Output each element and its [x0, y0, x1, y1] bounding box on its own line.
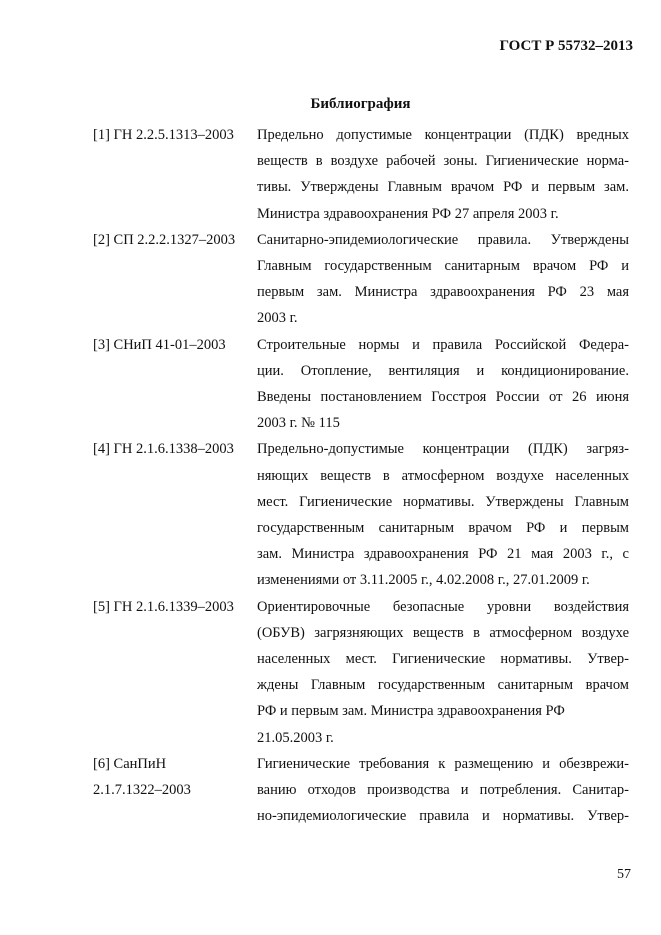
description-line: 21.05.2003 г. [257, 729, 334, 746]
entry-reference [93, 751, 257, 830]
description-line: мест. Гигиенические нормативы. Утверждены Главным [257, 493, 629, 510]
reference-line: [6] СанПиН [93, 755, 167, 772]
description-line: Министра здравоохранения РФ 27 апреля 2003 г. [257, 205, 559, 222]
description-line: ванию отходов производства и потребления. Санитар- [257, 782, 629, 799]
reference-line: [2] СП 2.2.2.1327–2003 [93, 231, 236, 248]
entry-reference [93, 332, 257, 437]
description-line: но-эпидемиологические правила и нормативы. Утвер- [257, 808, 629, 825]
entry-reference [93, 122, 257, 227]
reference-line: [1] ГН 2.2.5.1313–2003 [93, 127, 234, 143]
entry-description [257, 594, 629, 751]
bibliography-entry-5 [93, 594, 629, 751]
reference-line: [4] ГН 2.1.6.1338–2003 [93, 441, 234, 458]
page-number: 57 [617, 867, 631, 882]
description-line: государственным санитарным врачом РФ и первым [257, 520, 629, 537]
bibliography-entry-6 [93, 751, 629, 830]
description-line: РФ и первым зам. Министра здравоохранения РФ [257, 703, 565, 720]
description-line: Ориентировочные безопасные уровни воздействия [257, 598, 629, 615]
reference-line: 2.1.7.1322–2003 [93, 782, 191, 799]
description-line: Главным государственным санитарным врачом РФ и [257, 258, 629, 275]
description-line: ждены Главным государственным санитарным врачом [257, 677, 629, 694]
entry-reference [93, 227, 257, 332]
description-line: 2003 г. [257, 310, 298, 327]
entry-description [257, 227, 629, 332]
description-line: зам. Министра здравоохранения РФ 21 мая 2003 г., с [257, 546, 629, 563]
description-line: Строительные нормы и правила Российской Федера- [257, 336, 629, 353]
bibliography-entry-4 [93, 436, 629, 593]
entry-description [257, 332, 629, 437]
bibliography-entry-3 [93, 332, 629, 437]
description-line: (ОБУВ) загрязняющих веществ в атмосферном воздухе [257, 624, 629, 641]
description-line: Предельно допустимые концентрации (ПДК) вредных [257, 127, 629, 143]
description-line: ции. Отопление, вентиляция и кондиционирование. [257, 362, 629, 379]
reference-line: [5] ГН 2.1.6.1339–2003 [93, 598, 234, 615]
description-line: Гигиенические требования к размещению и обезврежи- [257, 755, 629, 772]
bibliography-list [93, 122, 629, 829]
bibliography-entry-1 [93, 122, 629, 227]
description-line: веществ в воздухе рабочей зоны. Гигиенические норма- [257, 153, 629, 170]
description-line: изменениями от 3.11.2005 г., 4.02.2008 г., 27.01.2009 г. [257, 572, 590, 589]
description-line: 2003 г. № 115 [257, 415, 340, 432]
bibliography-entry-2 [93, 227, 629, 332]
description-line: населенных мест. Гигиенические нормативы. Утвер- [257, 651, 629, 668]
description-line: тивы. Утверждены Главным врачом РФ и первым зам. [257, 179, 629, 196]
description-line: Предельно-допустимые концентрации (ПДК) загряз- [257, 441, 629, 458]
bibliography-title: Библиография [310, 96, 411, 112]
entry-description [257, 751, 629, 830]
description-line: Санитарно-эпидемиологические правила. Утверждены [257, 231, 629, 248]
entry-reference [93, 436, 257, 593]
reference-line: [3] СНиП 41-01–2003 [93, 336, 226, 353]
description-line: первым зам. Министра здравоохранения РФ 23 мая [257, 284, 629, 301]
entry-description [257, 436, 629, 593]
description-line: Введены постановлением Госстроя России от 26 июня [257, 389, 629, 406]
description-line: няющих веществ в атмосферном воздухе населенных [257, 467, 629, 484]
document-code-header: ГОСТ Р 55732–2013 [499, 38, 633, 54]
entry-description [257, 122, 629, 227]
entry-reference [93, 594, 257, 751]
